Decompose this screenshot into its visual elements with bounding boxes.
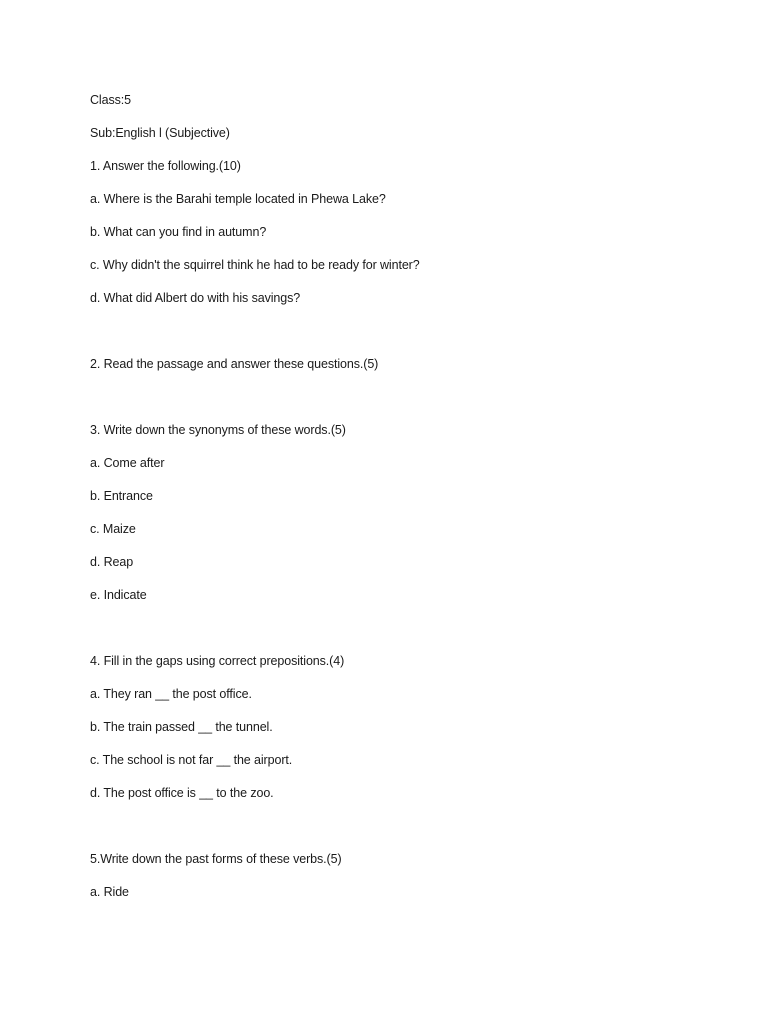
question-1-heading: 1. Answer the following.(10) bbox=[90, 159, 241, 173]
class-label: Class:5 bbox=[90, 93, 131, 107]
question-4-item: c. The school is not far __ the airport. bbox=[90, 753, 293, 767]
spacer bbox=[90, 620, 690, 653]
question-3-item: a. Come after bbox=[90, 456, 165, 470]
question-4-item: d. The post office is __ to the zoo. bbox=[90, 786, 274, 800]
question-4-item: b. The train passed __ the tunnel. bbox=[90, 720, 273, 734]
spacer bbox=[90, 323, 690, 356]
subject-label: Sub:English l (Subjective) bbox=[90, 126, 230, 140]
question-3-item: e. Indicate bbox=[90, 588, 147, 602]
question-1-item: c. Why didn't the squirrel think he had to be ready for winter? bbox=[90, 258, 420, 272]
spacer bbox=[90, 818, 690, 851]
question-4-heading: 4. Fill in the gaps using correct prepositions.(4) bbox=[90, 654, 345, 668]
question-1-item: b. What can you find in autumn? bbox=[90, 225, 267, 239]
question-1-item: a. Where is the Barahi temple located in Phewa Lake? bbox=[90, 192, 386, 206]
spacer bbox=[90, 389, 690, 422]
question-1-item: d. What did Albert do with his savings? bbox=[90, 291, 301, 305]
question-3-item: d. Reap bbox=[90, 555, 134, 569]
question-3-item: b. Entrance bbox=[90, 489, 153, 503]
exam-paper bbox=[90, 92, 690, 917]
question-5-item: a. Ride bbox=[90, 885, 129, 899]
question-3-item: c. Maize bbox=[90, 522, 136, 536]
question-4-item: a. They ran __ the post office. bbox=[90, 687, 252, 701]
question-3-heading: 3. Write down the synonyms of these words.(5) bbox=[90, 423, 346, 437]
question-2-heading: 2. Read the passage and answer these questions.(5) bbox=[90, 357, 379, 371]
question-5-heading: 5.Write down the past forms of these verbs.(5) bbox=[90, 852, 342, 866]
